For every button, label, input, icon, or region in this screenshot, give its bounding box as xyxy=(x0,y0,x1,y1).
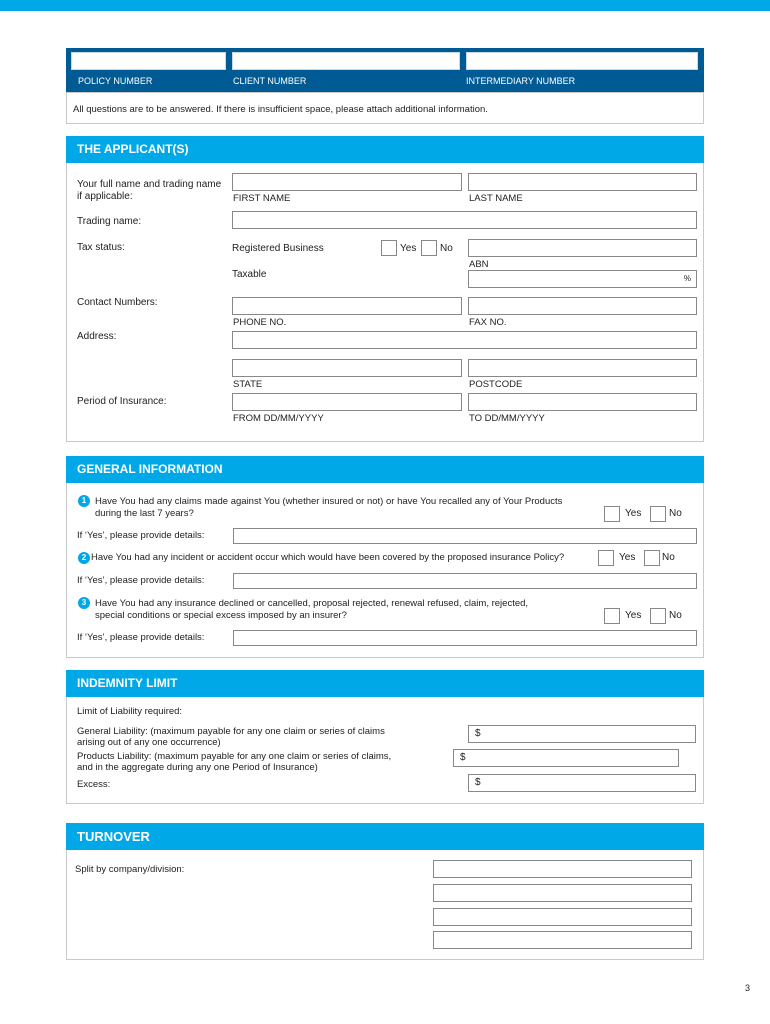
question-1-details-input[interactable] xyxy=(233,528,697,544)
registered-business-no-checkbox[interactable] xyxy=(421,240,437,256)
abn-caption: ABN xyxy=(469,259,489,270)
fax-caption: FAX NO. xyxy=(469,317,507,328)
question-1-no-label: No xyxy=(669,508,682,519)
last-name-input[interactable] xyxy=(468,173,697,191)
taxable-label: Taxable xyxy=(232,269,267,280)
registered-business-label: Registered Business xyxy=(232,243,324,254)
excess-input[interactable] xyxy=(468,774,696,792)
full-name-label: Your full name and trading name xyxy=(77,179,222,190)
products-liability-label-2: and in the aggregate during any one Period of Insurance) xyxy=(77,762,318,773)
client-number-input[interactable] xyxy=(232,52,460,70)
turnover-row-3-input[interactable] xyxy=(433,908,692,926)
general-liability-label-2: arising out of any one occurrence) xyxy=(77,737,221,748)
question-1-yes-checkbox[interactable] xyxy=(604,506,620,522)
question-2-yes-checkbox[interactable] xyxy=(598,550,614,566)
question-2-yes-label: Yes xyxy=(619,552,636,563)
products-liability-label: Products Liability: (maximum payable for any one claim or series of claims, xyxy=(77,751,392,762)
period-of-insurance-label: Period of Insurance: xyxy=(77,396,167,407)
indemnity-limit-title: INDEMNITY LIMIT xyxy=(66,670,704,697)
state-caption: STATE xyxy=(233,379,263,390)
split-by-division-label: Split by company/division: xyxy=(75,864,185,875)
question-1-number-icon: 1 xyxy=(78,495,90,507)
full-name-label-2: if applicable: xyxy=(77,191,133,202)
state-input[interactable] xyxy=(232,359,462,377)
last-name-caption: LAST NAME xyxy=(469,193,523,204)
policy-header-bar xyxy=(66,48,704,92)
period-to-caption: TO DD/MM/YYYY xyxy=(469,413,545,424)
registered-business-no-label: No xyxy=(440,243,453,254)
percent-sign: % xyxy=(683,274,691,283)
question-3-number-icon: 3 xyxy=(78,597,90,609)
question-3-yes-label: Yes xyxy=(625,610,642,621)
question-3-details-label: If ‘Yes’, please provide details: xyxy=(77,632,205,643)
instructions-panel xyxy=(66,92,704,124)
fax-input[interactable] xyxy=(468,297,697,315)
question-3-yes-checkbox[interactable] xyxy=(604,608,620,624)
registered-business-yes-label: Yes xyxy=(400,243,417,254)
question-1-text-2: during the last 7 years? xyxy=(95,508,194,519)
applicant-section-title: THE APPLICANT(S) xyxy=(66,136,704,163)
question-2-number-icon: 2 xyxy=(78,552,90,564)
tax-status-label: Tax status: xyxy=(77,242,125,253)
page-number: 3 xyxy=(744,983,750,993)
question-2-text: Have You had any incident or accident occur which would have been covered by the proposed insurance Policy? xyxy=(91,552,565,563)
turnover-title: TURNOVER xyxy=(66,823,704,850)
question-1-details-label: If ‘Yes’, please provide details: xyxy=(77,530,205,541)
postcode-caption: POSTCODE xyxy=(469,379,523,390)
address-input[interactable] xyxy=(232,331,697,349)
question-1-no-checkbox[interactable] xyxy=(650,506,666,522)
products-liability-dollar: $ xyxy=(460,752,466,763)
contact-numbers-label: Contact Numbers: xyxy=(77,297,158,308)
question-1-yes-label: Yes xyxy=(625,508,642,519)
period-from-caption: FROM DD/MM/YYYY xyxy=(233,413,324,424)
postcode-input[interactable] xyxy=(468,359,697,377)
question-2-details-label: If ‘Yes’, please provide details: xyxy=(77,575,205,586)
excess-label: Excess: xyxy=(77,779,111,790)
first-name-caption: FIRST NAME xyxy=(233,193,291,204)
trading-name-label: Trading name: xyxy=(77,216,142,227)
period-from-input[interactable] xyxy=(232,393,462,411)
products-liability-input[interactable] xyxy=(453,749,679,767)
turnover-row-2-input[interactable] xyxy=(433,884,692,902)
intermediary-number-input[interactable] xyxy=(466,52,698,70)
client-number-label: CLIENT NUMBER xyxy=(233,76,307,86)
phone-input[interactable] xyxy=(232,297,462,315)
registered-business-yes-checkbox[interactable] xyxy=(381,240,397,256)
turnover-row-1-input[interactable] xyxy=(433,860,692,878)
excess-dollar: $ xyxy=(475,777,481,788)
question-2-no-checkbox[interactable] xyxy=(644,550,660,566)
taxable-percent-input[interactable] xyxy=(468,270,697,288)
question-3-no-label: No xyxy=(669,610,682,621)
question-2-details-input[interactable] xyxy=(233,573,697,589)
address-label: Address: xyxy=(77,331,117,342)
question-3-no-checkbox[interactable] xyxy=(650,608,666,624)
question-3-text: Have You had any insurance declined or cancelled, proposal rejected, renewal refused, claim, rejected, xyxy=(95,598,529,609)
turnover-row-4-input[interactable] xyxy=(433,931,692,949)
general-liability-label: General Liability: (maximum payable for any one claim or series of claims xyxy=(77,726,385,737)
abn-input[interactable] xyxy=(468,239,697,257)
question-3-text-2: special conditions or special excess imposed by an insurer? xyxy=(95,610,347,621)
question-3-details-input[interactable] xyxy=(233,630,697,646)
instructions-text: All questions are to be answered. If there is insufficient space, please attach additional information. xyxy=(73,104,488,115)
trading-name-input[interactable] xyxy=(232,211,697,229)
phone-caption: PHONE NO. xyxy=(233,317,287,328)
question-2-no-label: No xyxy=(662,552,675,563)
policy-number-label: POLICY NUMBER xyxy=(78,76,153,86)
first-name-input[interactable] xyxy=(232,173,462,191)
top-accent-bar xyxy=(0,0,770,11)
intermediary-number-label: INTERMEDIARY NUMBER xyxy=(466,76,576,86)
general-liability-input[interactable] xyxy=(468,725,696,743)
limit-of-liability-label: Limit of Liability required: xyxy=(77,706,183,717)
general-information-title: GENERAL INFORMATION xyxy=(66,456,704,483)
period-to-input[interactable] xyxy=(468,393,697,411)
question-1-text: Have You had any claims made against You (whether insured or not) or have You recalled any of Your Products xyxy=(95,496,563,507)
policy-number-input[interactable] xyxy=(71,52,226,70)
general-liability-dollar: $ xyxy=(475,728,481,739)
